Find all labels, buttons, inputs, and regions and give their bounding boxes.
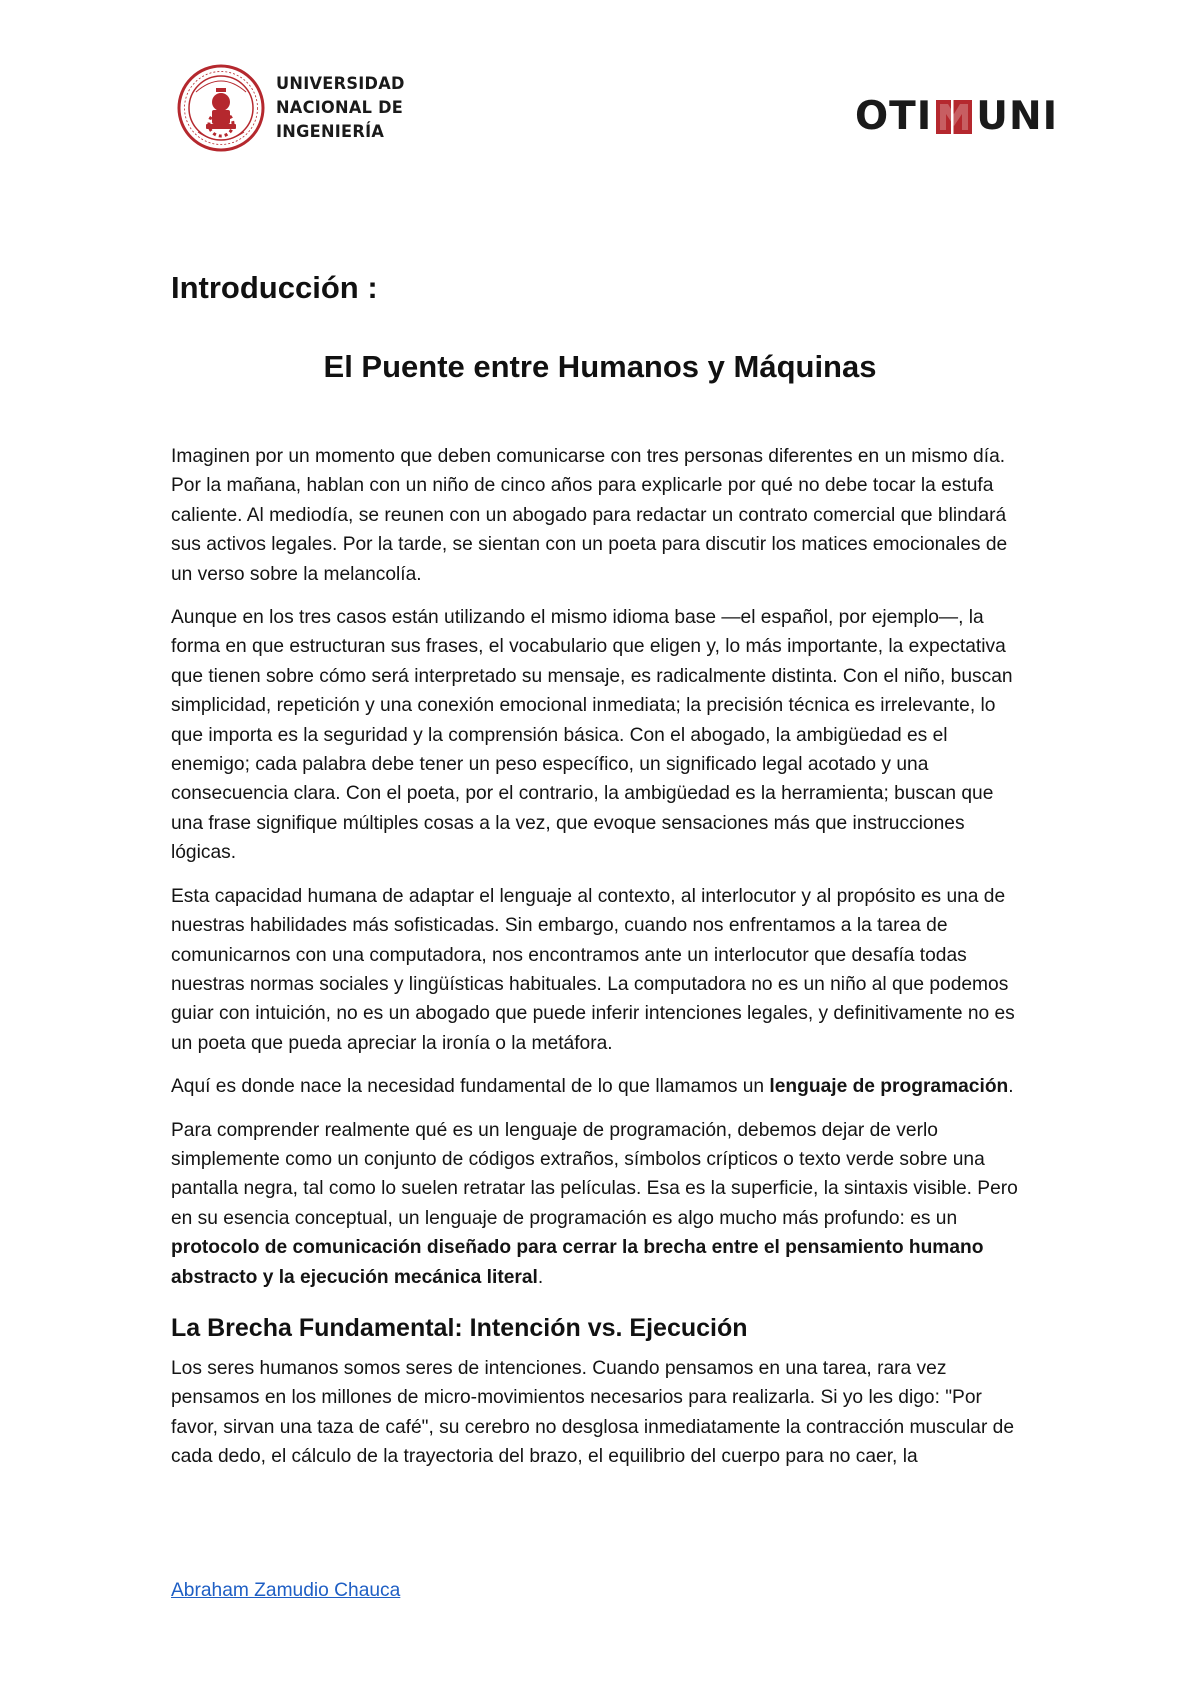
- university-name-line-1: UNIVERSIDAD: [276, 74, 405, 94]
- paragraph-5-text: Para comprender realmente qué es un lenguaje de programación, debemos dejar de verlo simplemente como un conjunto de códigos extraños, símbolos crípticos o texto verde sobre una pantalla negra, tal como lo suelen retratar las películas. Esa es la superficie, la sintaxis visible. Pero en su esencia conceptual, un lenguaje de programación es algo mucho más profundo: es un: [171, 1119, 1018, 1229]
- university-name-line-3: INGENIERÍA: [276, 122, 385, 142]
- paragraph-5-end: .: [537, 1266, 544, 1288]
- paragraph-3: Esta capacidad humana de adaptar el lenguaje al contexto, al interlocutor y al propósito es una de nuestras habilidades más sofisticadas. Sin embargo, cuando nos enfrentamos a la tarea de comunicarnos con una computadora, nos encontramos ante un interlocutor que desafía todas nuestras normas sociales y lingüísticas habituales. La computadora no es un niño al que podemos guiar con intuición, no es un abogado que puede inferir intenciones legales, y definitivamente no es un poeta que pueda apreciar la ironía o la metáfora.: [171, 885, 1015, 1054]
- oti-logo-left-text: OTI: [855, 94, 933, 139]
- oti-logo-right-text: UNI: [976, 94, 1059, 139]
- university-name-line-2: NACIONAL DE: [276, 98, 404, 118]
- paragraph-4-text: Aquí es donde nace la necesidad fundamental de lo que llamamos un: [171, 1076, 770, 1098]
- university-logo: [176, 62, 411, 154]
- paragraph-5-bold: protocolo de comunicación diseñado para cerrar la brecha entre el pensamiento humano abstracto y la ejecución mecánica literal: [171, 1237, 984, 1288]
- document-content: [171, 262, 1029, 1486]
- university-name: [276, 72, 405, 144]
- intro-heading: Introducción :: [171, 270, 378, 305]
- oti-uni-mark-icon: [936, 100, 972, 134]
- page-footer: [171, 1580, 400, 1602]
- document-title: El Puente entre Humanos y Máquinas: [323, 349, 877, 384]
- section-heading: La Brecha Fundamental: Intención vs. Ejecución: [171, 1313, 748, 1342]
- paragraph-4-bold: lenguaje de programación: [769, 1076, 1009, 1098]
- university-seal-icon: [176, 62, 266, 154]
- section-paragraph: Los seres humanos somos seres de intenciones. Cuando pensamos en una tarea, rara vez pensamos en los millones de micro-movimientos necesarios para realizarla. Si yo les digo: "Por favor, sirvan una taza de café", su cerebro no desglosa inmediatamente la contracción muscular de cada dedo, el cálculo de la trayectoria del brazo, el equilibrio del cuerpo para no caer, la: [171, 1357, 1015, 1468]
- paragraph-1: Imaginen por un momento que deben comunicarse con tres personas diferentes en un mismo día. Por la mañana, hablan con un niño de cinco años para explicarle por qué no debe tocar la estufa caliente. Al mediodía, se reunen con un abogado para redactar un contrato comercial que blindará sus activos legales. Por la tarde, se sientan con un poeta para discutir los matices emocionales de un verso sobre la melancolía.: [171, 446, 1008, 585]
- paragraph-2: Aunque en los tres casos están utilizando el mismo idioma base —el español, por ejemplo—, la forma en que estructuran sus frases, el vocabulario que eligen y, lo más importante, la expectativa que tienen sobre cómo será interpretado su mensaje, es radicalmente distinta. Con el niño, buscan simplicidad, repetición y una conexión emocional inmediata; la precisión técnica es irrelevante, lo que importa es la seguridad y la comprensión básica. Con el abogado, la ambigüedad es el enemigo; cada palabra debe tener un peso específico, un significado legal acotado y una consecuencia clara. Con el poeta, por el contrario, la ambigüedad es la herramienta; buscan que una frase signifique múltiples cosas a la vez, que evoque sensaciones más que instrucciones lógicas.: [171, 607, 1013, 864]
- paragraph-4: [171, 1072, 1029, 1101]
- oti-uni-logo: [855, 96, 1058, 138]
- author-link[interactable]: Abraham Zamudio Chauca: [171, 1580, 401, 1601]
- paragraph-4-end: .: [1008, 1076, 1014, 1098]
- paragraph-5: [171, 1116, 1029, 1292]
- page-header: [0, 0, 1192, 170]
- paragraphs: [171, 442, 1029, 1472]
